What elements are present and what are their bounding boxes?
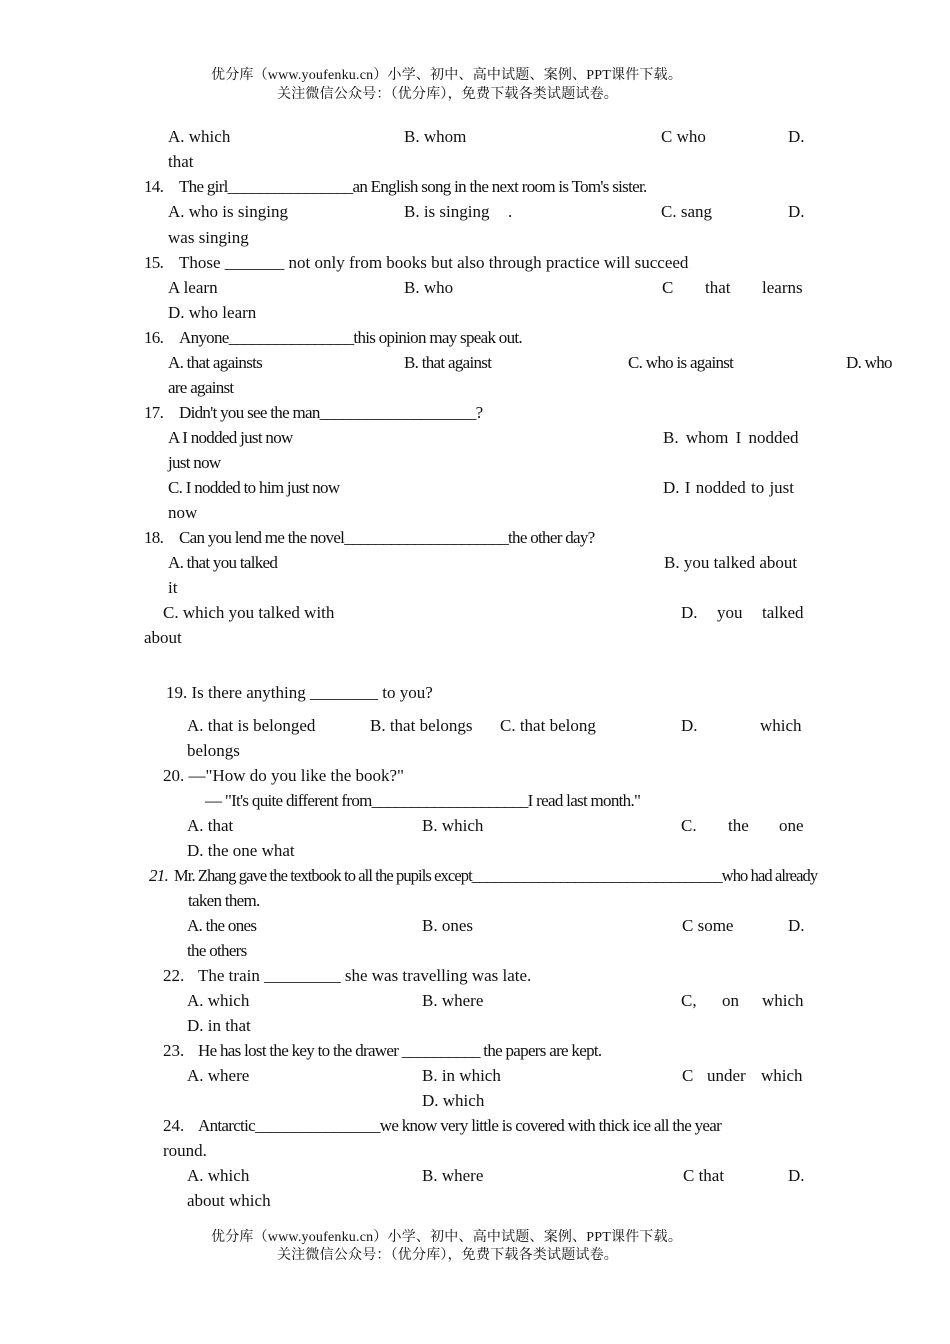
q23-stem: He has lost the key to the drawer __________ the papers are kept.: [198, 1041, 602, 1060]
q15-option-c-word-2: learns: [762, 278, 803, 297]
q19-option-d-letter: D.: [681, 716, 698, 735]
header-line-2: 关注微信公众号：（优分库），免费下载各类试题试卷。: [277, 87, 618, 102]
q13-option-a: A. which: [168, 127, 231, 146]
q22-option-c-letter: C,: [681, 991, 697, 1010]
q16-option-b: B. that against: [404, 353, 492, 372]
q18-option-b-cont: it: [168, 578, 178, 597]
q14-option-d: D.: [788, 202, 805, 221]
q17-stem: Didn't you see the man____________________?: [179, 403, 483, 422]
q21-option-d-cont: the others: [187, 941, 247, 960]
header-line-1: 优分库（www.youfenku.cn）小学、初中、高中试题、案例、PPT课件下载。: [211, 68, 683, 83]
q20-option-c-word-1: the: [728, 816, 749, 835]
q24-stem-cont: round.: [163, 1141, 207, 1160]
q21-stem-cont: taken them.: [188, 891, 260, 910]
q23-option-c-word-1: under: [707, 1066, 746, 1085]
q16-option-d-cont: are against: [168, 378, 234, 397]
q14-number: 14.: [144, 177, 164, 196]
q19-option-b: B. that belongs: [370, 716, 473, 735]
q24-option-c: C that: [683, 1166, 725, 1185]
q19-stem: 19. Is there anything ________ to you?: [166, 683, 433, 702]
q23-option-c-word-2: which: [761, 1066, 803, 1085]
q15-number: 15.: [144, 253, 164, 272]
q17-option-c: C. I nodded to him just now: [168, 478, 340, 497]
q19-option-d-cont: belongs: [187, 741, 240, 760]
q21-stem: Mr. Zhang gave the textbook to all the pupils except__________________________________who had already: [174, 866, 818, 885]
q23-number: 23.: [163, 1041, 185, 1060]
q14-option-d-cont: was singing: [168, 228, 249, 247]
q18-option-b: B. you talked about: [664, 553, 798, 572]
q19-option-d-word: which: [760, 716, 802, 735]
q18-number: 18.: [144, 528, 164, 547]
q15-option-c-word-1: that: [705, 278, 731, 297]
footer-line-1: 优分库（www.youfenku.cn）小学、初中、高中试题、案例、PPT课件下载。: [211, 1230, 683, 1245]
q21-option-b: B. ones: [422, 916, 473, 935]
q14-stem: The girl________________an English song in the next room is Tom's sister.: [179, 177, 647, 196]
q22-stem: The train _________ she was travelling was late.: [198, 966, 532, 985]
q23-option-a: A. where: [187, 1066, 250, 1085]
q13-option-d-cont: that: [168, 152, 194, 171]
q21-option-c: C some: [682, 916, 734, 935]
q18-option-d-word-2: talked: [762, 603, 804, 622]
q14-option-b: B. is singing: [404, 202, 490, 221]
q22-option-c-word-2: which: [762, 991, 804, 1010]
q18-option-d-word-1: you: [717, 603, 743, 622]
q18-stem: Can you lend me the novel_____________________the other day?: [179, 528, 595, 547]
q19-option-c: C. that belong: [500, 716, 596, 735]
q18-option-d-cont: about: [144, 628, 182, 647]
q13-option-c: C who: [661, 127, 706, 146]
q17-option-d-cont: now: [168, 503, 198, 522]
q21-option-d: D.: [788, 916, 805, 935]
q20-stem: 20. —"How do you like the book?": [163, 766, 404, 785]
q22-number: 22.: [163, 966, 185, 985]
q16-number: 16.: [144, 328, 164, 347]
q14-dot: .: [508, 202, 513, 221]
q24-option-a: A. which: [187, 1166, 250, 1185]
q23-option-d: D. which: [422, 1091, 485, 1110]
q20-option-b: B. which: [422, 816, 484, 835]
q17-option-a: A I nodded just now: [168, 428, 293, 447]
q24-option-d-cont: about which: [187, 1191, 271, 1210]
q13-option-b: B. whom: [404, 127, 467, 146]
q16-option-a: A. that againsts: [168, 353, 263, 372]
q15-option-a: A learn: [168, 278, 218, 297]
q17-number: 17.: [144, 403, 164, 422]
q20-option-c-letter: C.: [681, 816, 697, 835]
q16-option-d: D. who: [846, 353, 892, 372]
q16-option-c: C. who is against: [628, 353, 734, 372]
q20-option-c-word-2: one: [779, 816, 804, 835]
q21-option-a: A. the ones: [187, 916, 257, 935]
q22-option-d: D. in that: [187, 1016, 251, 1035]
q24-stem: Antarctic________________we know very little is covered with thick ice all the year: [198, 1116, 722, 1135]
q24-number: 24.: [163, 1116, 185, 1135]
q22-option-c-word-1: on: [722, 991, 739, 1010]
q18-option-a: A. that you talked: [168, 553, 278, 572]
q15-option-c-letter: C: [662, 278, 674, 297]
q21-number: 21.: [149, 866, 169, 885]
q18-option-c: C. which you talked with: [163, 603, 335, 622]
q24-option-b: B. where: [422, 1166, 484, 1185]
q16-stem: Anyone________________this opinion may speak out.: [179, 328, 522, 347]
q15-option-b: B. who: [404, 278, 454, 297]
q22-option-b: B. where: [422, 991, 484, 1010]
q20-option-a: A. that: [187, 816, 234, 835]
q14-option-a: A. who is singing: [168, 202, 288, 221]
q17-option-b: B. whom I nodded: [663, 428, 799, 447]
q17-option-d: D. I nodded to just: [663, 478, 795, 497]
q15-option-d: D. who learn: [168, 303, 257, 322]
q23-option-c-letter: C: [682, 1066, 694, 1085]
q22-option-a: A. which: [187, 991, 250, 1010]
q24-option-d: D.: [788, 1166, 805, 1185]
q19-option-a: A. that is belonged: [187, 716, 316, 735]
q18-option-d-letter: D.: [681, 603, 698, 622]
q15-stem: Those _______ not only from books but also through practice will succeed: [179, 253, 689, 272]
q23-option-b: B. in which: [422, 1066, 501, 1085]
q20-reply: — "It's quite different from____________________I read last month.": [205, 791, 641, 810]
q14-option-c: C. sang: [661, 202, 712, 221]
footer-line-2: 关注微信公众号：（优分库），免费下载各类试题试卷。: [277, 1248, 618, 1263]
q20-option-d: D. the one what: [187, 841, 295, 860]
q17-option-b-cont: just now: [168, 453, 221, 472]
q13-option-d: D.: [788, 127, 805, 146]
